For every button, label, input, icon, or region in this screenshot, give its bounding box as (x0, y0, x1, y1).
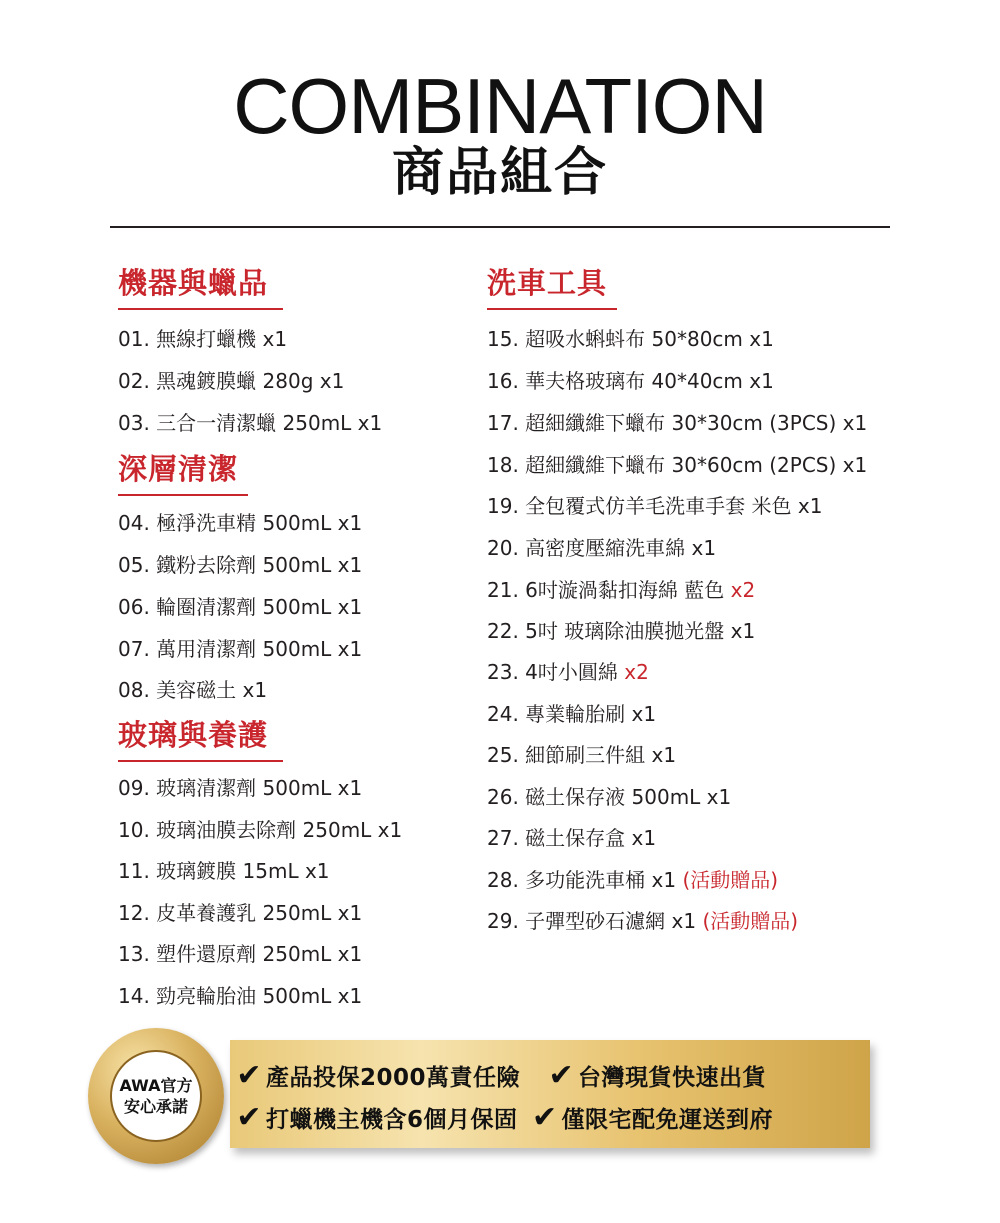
promise-warranty: 打蠟機主機含6個月保固 (266, 1106, 518, 1133)
header-divider (110, 226, 890, 228)
list-item: 17. 超細纖維下蠟布 30*30cm (3PCS) x1 (487, 411, 868, 435)
list-item: 23. 4吋小圓綿 x2 (487, 660, 649, 684)
list-item: 22. 5吋 玻璃除油膜拋光盤 x1 (487, 619, 756, 643)
promise-insurance: 產品投保2000萬責任險 (266, 1064, 521, 1091)
list-item: 21. 6吋漩渦黏扣海綿 藍色 x2 (487, 578, 756, 602)
title-zh: 商品組合 (391, 143, 608, 203)
list-item: 15. 超吸水蝌蚪布 50*80cm x1 (487, 327, 774, 351)
check-icon: ✔ (236, 1057, 262, 1093)
list-item: 10. 玻璃油膜去除劑 250mL x1 (118, 818, 403, 842)
list-item: 06. 輪圈清潔劑 500mL x1 (118, 595, 363, 619)
promise-row-1 (230, 1055, 766, 1095)
section-machines-title: 機器與蠟品 (118, 266, 269, 300)
list-item: 14. 勁亮輪胎油 500mL x1 (118, 984, 363, 1008)
section-deep-clean-title: 深層清潔 (118, 452, 239, 486)
list-item: 26. 磁土保存液 500mL x1 (487, 785, 732, 809)
check-icon: ✔ (548, 1057, 574, 1093)
section-wash-tools-title: 洗車工具 (487, 266, 608, 300)
list-item: 24. 專業輪胎刷 x1 (487, 702, 657, 726)
list-item: 09. 玻璃清潔劑 500mL x1 (118, 776, 363, 800)
list-item: 07. 萬用清潔劑 500mL x1 (118, 637, 363, 661)
list-item: 18. 超細纖維下蠟布 30*60cm (2PCS) x1 (487, 453, 868, 477)
list-item: 01. 無線打蠟機 x1 (118, 327, 288, 351)
list-item: 16. 華夫格玻璃布 40*40cm x1 (487, 369, 774, 393)
promise-banner (230, 1040, 870, 1148)
list-item: 03. 三合一清潔蠟 250mL x1 (118, 411, 383, 435)
badge-line-1: AWA官方 (119, 1076, 193, 1095)
list-item: 29. 子彈型砂石濾網 x1 (活動贈品) (487, 909, 799, 933)
list-item: 19. 全包覆式仿羊毛洗車手套 米色 x1 (487, 494, 823, 518)
section-glass-care-title: 玻璃與養護 (118, 718, 269, 752)
section-deep-clean-rule (118, 494, 248, 496)
list-item: 13. 塑件還原劑 250mL x1 (118, 942, 363, 966)
list-item: 12. 皮革養護乳 250mL x1 (118, 901, 363, 925)
title-en: COMBINATION (233, 62, 767, 150)
promise-row-2 (230, 1097, 773, 1137)
badge-inner (110, 1050, 202, 1142)
badge-line-2: 安心承諾 (123, 1097, 188, 1116)
list-item: 05. 鐵粉去除劑 500mL x1 (118, 553, 363, 577)
list-item: 25. 細節刷三件組 x1 (487, 743, 677, 767)
list-item: 20. 高密度壓縮洗車綿 x1 (487, 536, 717, 560)
list-item: 02. 黑魂鍍膜蠟 280g x1 (118, 369, 345, 393)
list-item: 11. 玻璃鍍膜 15mL x1 (118, 859, 330, 883)
list-item: 08. 美容磁土 x1 (118, 678, 268, 702)
list-item: 27. 磁土保存盒 x1 (487, 826, 657, 850)
promise-stock: 台灣現貨快速出貨 (578, 1064, 767, 1091)
section-machines-rule (118, 308, 283, 310)
check-icon: ✔ (236, 1099, 262, 1135)
list-item: 28. 多功能洗車桶 x1 (活動贈品) (487, 868, 779, 892)
section-wash-tools-rule (487, 308, 617, 310)
check-icon: ✔ (531, 1099, 558, 1135)
list-item: 04. 極淨洗車精 500mL x1 (118, 511, 363, 535)
promise-delivery: 僅限宅配免運送到府 (561, 1106, 774, 1133)
section-glass-care-rule (118, 760, 283, 762)
